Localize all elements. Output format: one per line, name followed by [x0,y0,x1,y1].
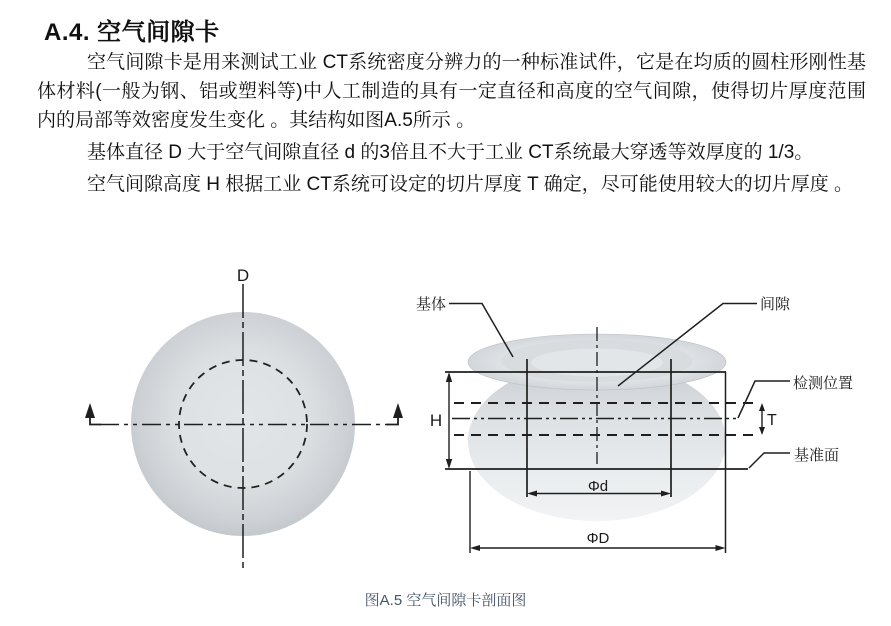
d-axis-label: D [236,266,250,285]
t-dimension [759,403,765,435]
t-label: T [767,412,777,429]
figure-caption: 图A.5 空气间隙卡剖面图 [364,592,527,609]
substrate-diameter-label: ΦD [586,530,610,547]
paragraph-1: 空气间隙卡是用来测试工业 CT系统密度分辨力的一种标准试件，它是在均质的圆柱形刚性基体材料(一般为钢、铝或塑料等)中人工制造的具有一定直径和高度的空气间隙，使得切片厚度范围内的局部等效密度发生变化 。其结构如图A.5所示 。 [37,52,866,131]
substrate-label: 基体 [415,296,447,313]
detection-position-label: 检测位置 [793,375,854,392]
body-text [37,48,866,202]
gap-diameter-label: Φd [587,478,609,495]
paragraph-3: 空气间隙高度 H 根据工业 CT系统可设定的切片厚度 T 确定，尽可能使用较大的切片厚度 。 [87,174,853,195]
figure-diagram [0,250,891,590]
section-arrow-left-icon [85,403,101,425]
h-dimension [446,372,452,469]
section-view-group [416,295,853,553]
paragraph-2: 基体直径 D 大于空气间隙直径 d 的3倍且不大于工业 CT系统最大穿透等效厚度的 1/3。 [87,142,814,163]
page-title: A.4. 空气间隙卡 [44,19,220,46]
gap-label: 间隙 [759,296,791,313]
reference-plane-label: 基准面 [794,447,840,464]
reference-leader-line [749,453,790,468]
top-view-group [85,266,403,568]
section-arrow-right-icon [387,403,403,425]
h-label: H [429,411,443,430]
detection-leader-line [738,381,790,418]
